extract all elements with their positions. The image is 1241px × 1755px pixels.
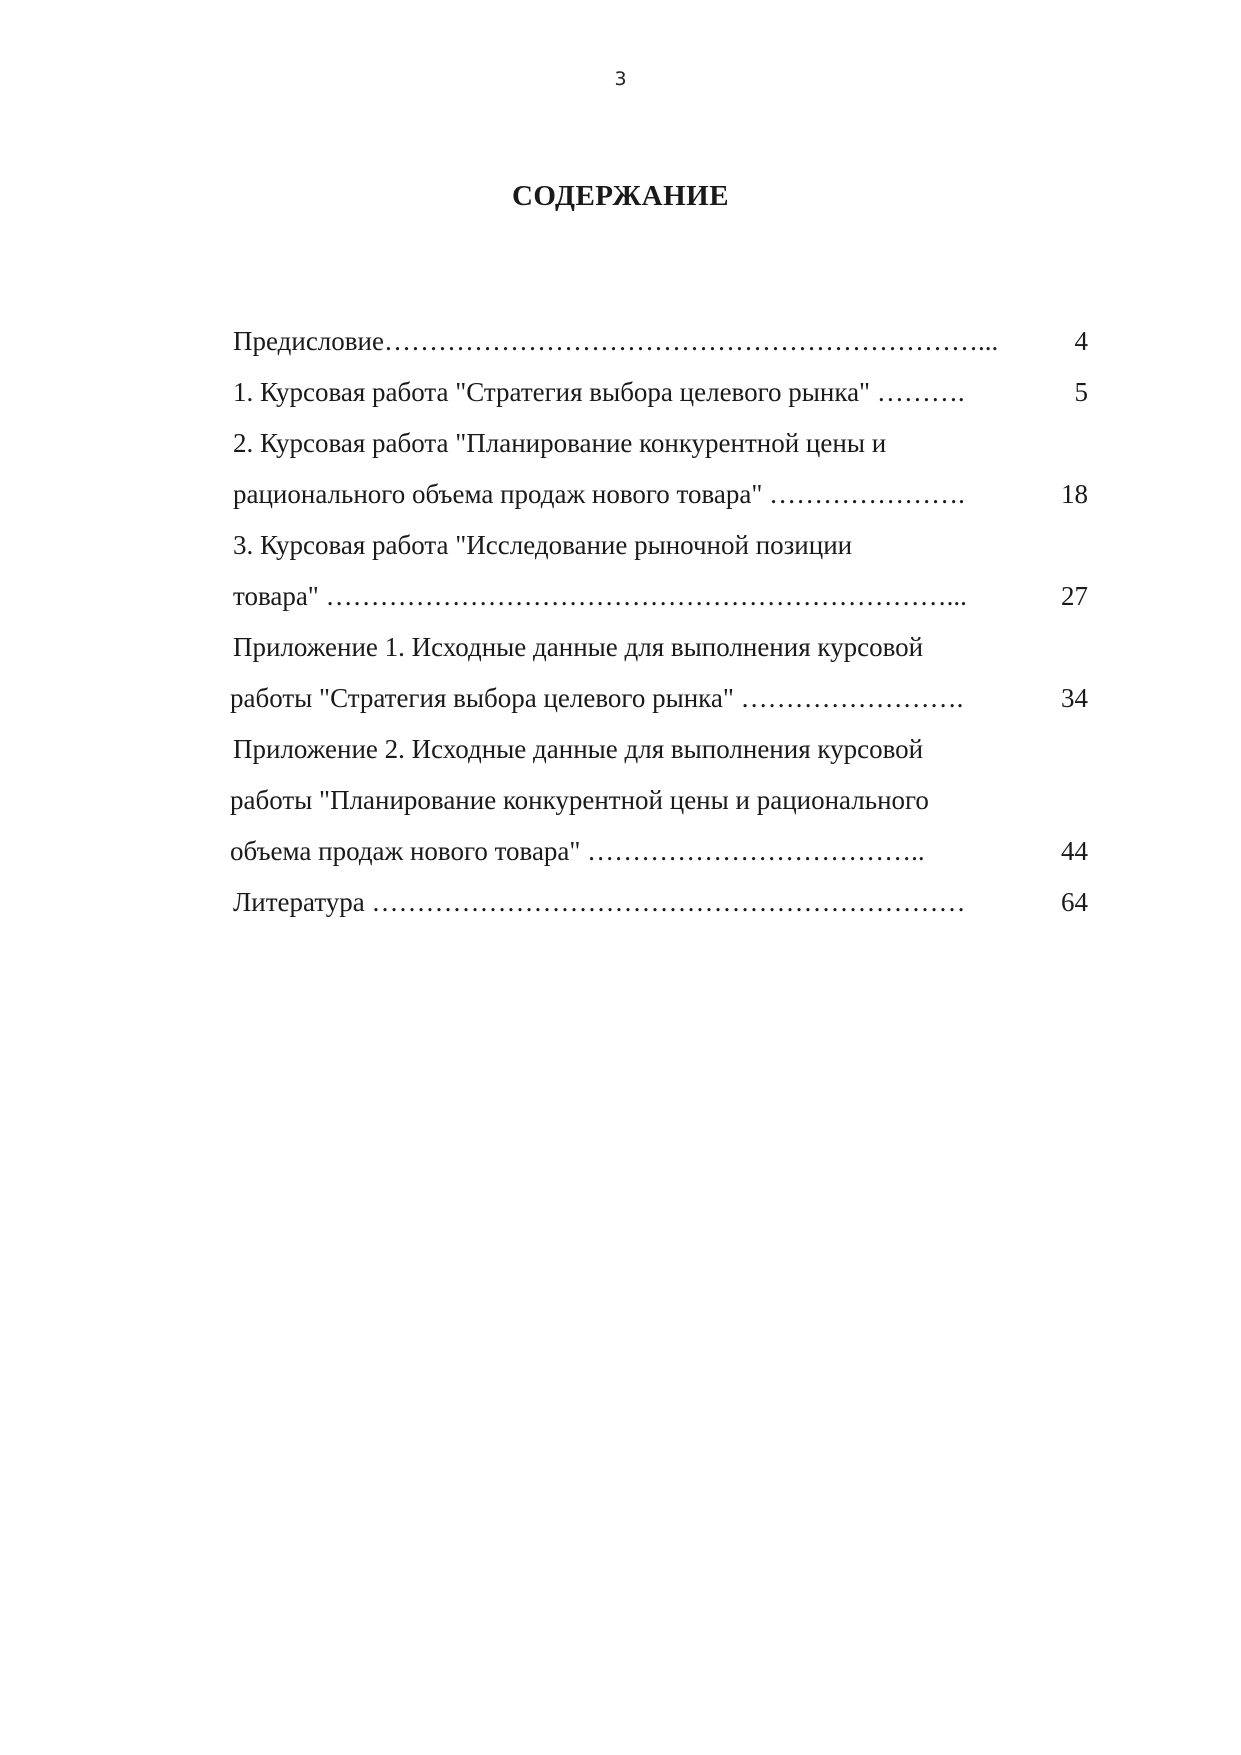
toc-entry-text: Приложение 1. Исходные данные для выполнения курсовой: [233, 632, 924, 662]
toc-page-number: 64: [1061, 887, 1088, 917]
toc-entry-text: товара" ……………………………………………………………...: [233, 581, 967, 611]
toc-entry-line: [233, 367, 1088, 418]
toc-entry-line: [233, 724, 1088, 775]
toc-entry-line: [233, 877, 1088, 928]
toc-entry-text: работы "Стратегия выбора целевого рынка" …………………….: [230, 683, 964, 713]
toc-entry-line: [233, 469, 1088, 520]
toc-entry-text: 2. Курсовая работа "Планирование конкурентной цены и: [233, 428, 887, 458]
toc-entry-line: [230, 673, 1088, 724]
document-title: СОДЕРЖАНИЕ: [511, 180, 730, 212]
toc-page-number: 18: [1061, 479, 1088, 509]
toc-entry-text: Предисловие…………………………………………………………...: [233, 326, 999, 356]
toc-entry-text: объема продаж нового товара" ………………………………..: [230, 836, 925, 866]
page-number: 3: [614, 68, 627, 90]
toc-entry-text: работы "Планирование конкурентной цены и рационального: [230, 785, 929, 815]
toc-entry-text: 3. Курсовая работа "Исследование рыночной позиции: [233, 530, 853, 560]
table-of-contents: [230, 316, 1088, 928]
toc-entry-line: [233, 622, 1088, 673]
toc-entry-line: [230, 826, 1088, 877]
toc-entry-line: [233, 571, 1088, 622]
toc-entry-text: Приложение 2. Исходные данные для выполнения курсовой: [233, 734, 924, 764]
toc-entry-text: рационального объема продаж нового товара" ………………….: [233, 479, 965, 509]
toc-entry-line: [233, 316, 1088, 367]
toc-page-number: 34: [1061, 683, 1088, 713]
toc-entry-text: 1. Курсовая работа "Стратегия выбора целевого рынка" ……….: [233, 377, 965, 407]
toc-page-number: 27: [1061, 581, 1088, 611]
toc-entry-line: [233, 520, 1088, 571]
toc-entry-text: Литература …………………………………………………………: [233, 887, 966, 917]
toc-page-number: 44: [1061, 836, 1088, 866]
toc-entry-line: [230, 775, 1088, 826]
toc-page-number: 5: [1074, 377, 1088, 407]
toc-page-number: 4: [1074, 326, 1088, 356]
toc-entry-line: [233, 418, 1088, 469]
